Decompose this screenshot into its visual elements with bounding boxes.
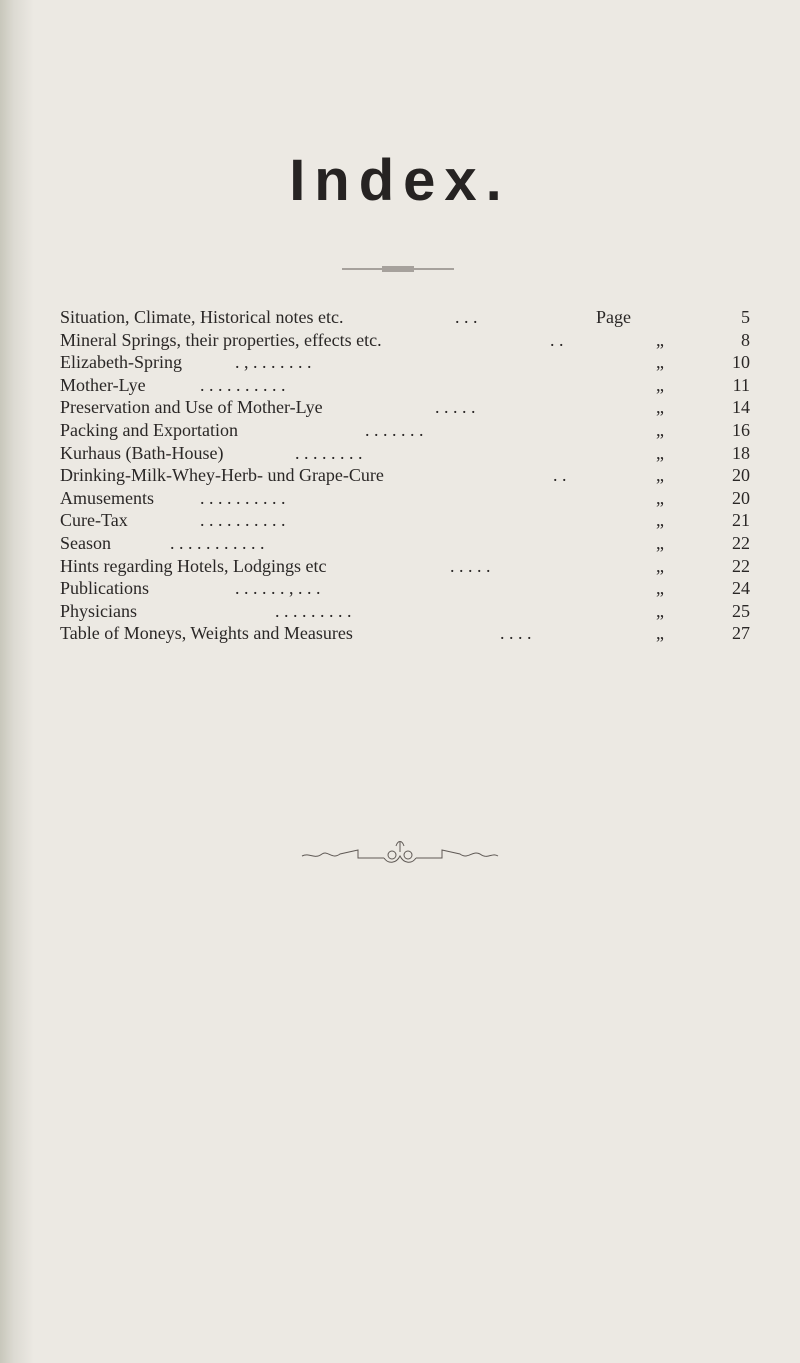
- entry-title: Amusements: [60, 487, 154, 508]
- entry-title: Table of Moneys, Weights and Measures: [60, 623, 353, 644]
- index-entry: [60, 487, 750, 510]
- entry-page-number: 5: [741, 307, 750, 327]
- ditto-mark: „: [656, 600, 664, 621]
- entry-page-number: 16: [732, 419, 750, 440]
- leader-dots: . . . .: [500, 623, 532, 644]
- index-entry: [60, 577, 750, 600]
- flourish-ornament-icon: [300, 838, 500, 868]
- index-list: [60, 306, 750, 645]
- entry-page-number: 8: [741, 329, 750, 350]
- entry-page-number: 10: [732, 352, 750, 373]
- ditto-mark: „: [656, 419, 664, 440]
- entry-title: Kurhaus (Bath-House): [60, 442, 224, 463]
- index-entry: [60, 622, 750, 645]
- leader-dots: . . . . . . . . . .: [200, 374, 286, 395]
- entry-title: Publications: [60, 578, 149, 599]
- ditto-mark: „: [656, 555, 664, 576]
- ditto-mark: „: [656, 442, 664, 463]
- title-divider-rule: [342, 265, 454, 273]
- leader-dots: . . . . . . . . . .: [200, 487, 286, 508]
- ditto-mark: „: [656, 352, 664, 373]
- entry-page-number: 22: [732, 532, 750, 553]
- page-word: Page: [596, 307, 631, 327]
- leader-dots: . .: [550, 329, 564, 350]
- index-entry: [60, 532, 750, 555]
- entry-page-number: 18: [732, 442, 750, 463]
- index-entry: [60, 442, 750, 465]
- entry-title: Cure-Tax: [60, 510, 128, 531]
- index-entry: [60, 351, 750, 374]
- entry-title: Drinking-Milk-Whey-Herb- und Grape-Cure: [60, 465, 384, 486]
- entry-page-number: 27: [732, 623, 750, 644]
- entry-title: Hints regarding Hotels, Lodgings etc: [60, 555, 327, 576]
- entry-title: Packing and Exportation: [60, 419, 238, 440]
- entry-title: Preservation and Use of Mother-Lye: [60, 397, 323, 418]
- ditto-mark: „: [656, 397, 664, 418]
- index-entry: [60, 306, 750, 329]
- entry-page-number: 21: [732, 510, 750, 531]
- leader-dots: . .: [553, 465, 567, 486]
- entry-page-number: 24: [732, 578, 750, 599]
- index-entry: [60, 419, 750, 442]
- leader-dots: . . . . . . .: [365, 419, 424, 440]
- leader-dots: . . . . . . . .: [295, 442, 363, 463]
- ditto-mark: „: [656, 510, 664, 531]
- ditto-mark: „: [656, 374, 664, 395]
- leader-dots: . . . . . . . . . .: [200, 510, 286, 531]
- ditto-mark: „: [656, 465, 664, 486]
- entry-title: Physicians: [60, 600, 138, 621]
- index-entry: [60, 396, 750, 419]
- leader-dots: . , . . . . . . .: [235, 352, 312, 373]
- entry-page-number: 25: [732, 600, 750, 621]
- entry-page-number: 14: [732, 397, 750, 418]
- index-entry: [60, 329, 750, 352]
- ditto-mark: „: [656, 578, 664, 599]
- leader-dots: . . . . .: [435, 397, 476, 418]
- ditto-mark: „: [656, 532, 664, 553]
- entry-page-number: 20: [732, 487, 750, 508]
- leader-dots: . . . . .: [450, 555, 491, 576]
- entry-title: Mother-Lye: [60, 374, 146, 395]
- index-entry: [60, 509, 750, 532]
- entry-title: Situation, Climate, Historical notes etc.: [60, 307, 344, 327]
- ditto-mark: „: [656, 329, 664, 350]
- index-entry: [60, 555, 750, 578]
- entry-title: Elizabeth-Spring: [60, 352, 182, 373]
- entry-title: Mineral Springs, their properties, effects etc.: [60, 329, 382, 350]
- entry-page-number: 20: [732, 465, 750, 486]
- leader-dots: . . .: [455, 307, 478, 327]
- ditto-mark: „: [656, 487, 664, 508]
- index-entry: [60, 464, 750, 487]
- index-entry: [60, 374, 750, 397]
- leader-dots: . . . . . . . . .: [275, 600, 352, 621]
- leader-dots: . . . . . . , . . .: [235, 578, 321, 599]
- entry-title: Season: [60, 532, 111, 553]
- leader-dots: . . . . . . . . . . .: [170, 532, 265, 553]
- index-entry: [60, 600, 750, 623]
- page-title: Index.: [289, 147, 511, 213]
- entry-page-number: 11: [732, 374, 750, 395]
- entry-page-number: 22: [732, 555, 750, 576]
- ditto-mark: „: [656, 623, 664, 644]
